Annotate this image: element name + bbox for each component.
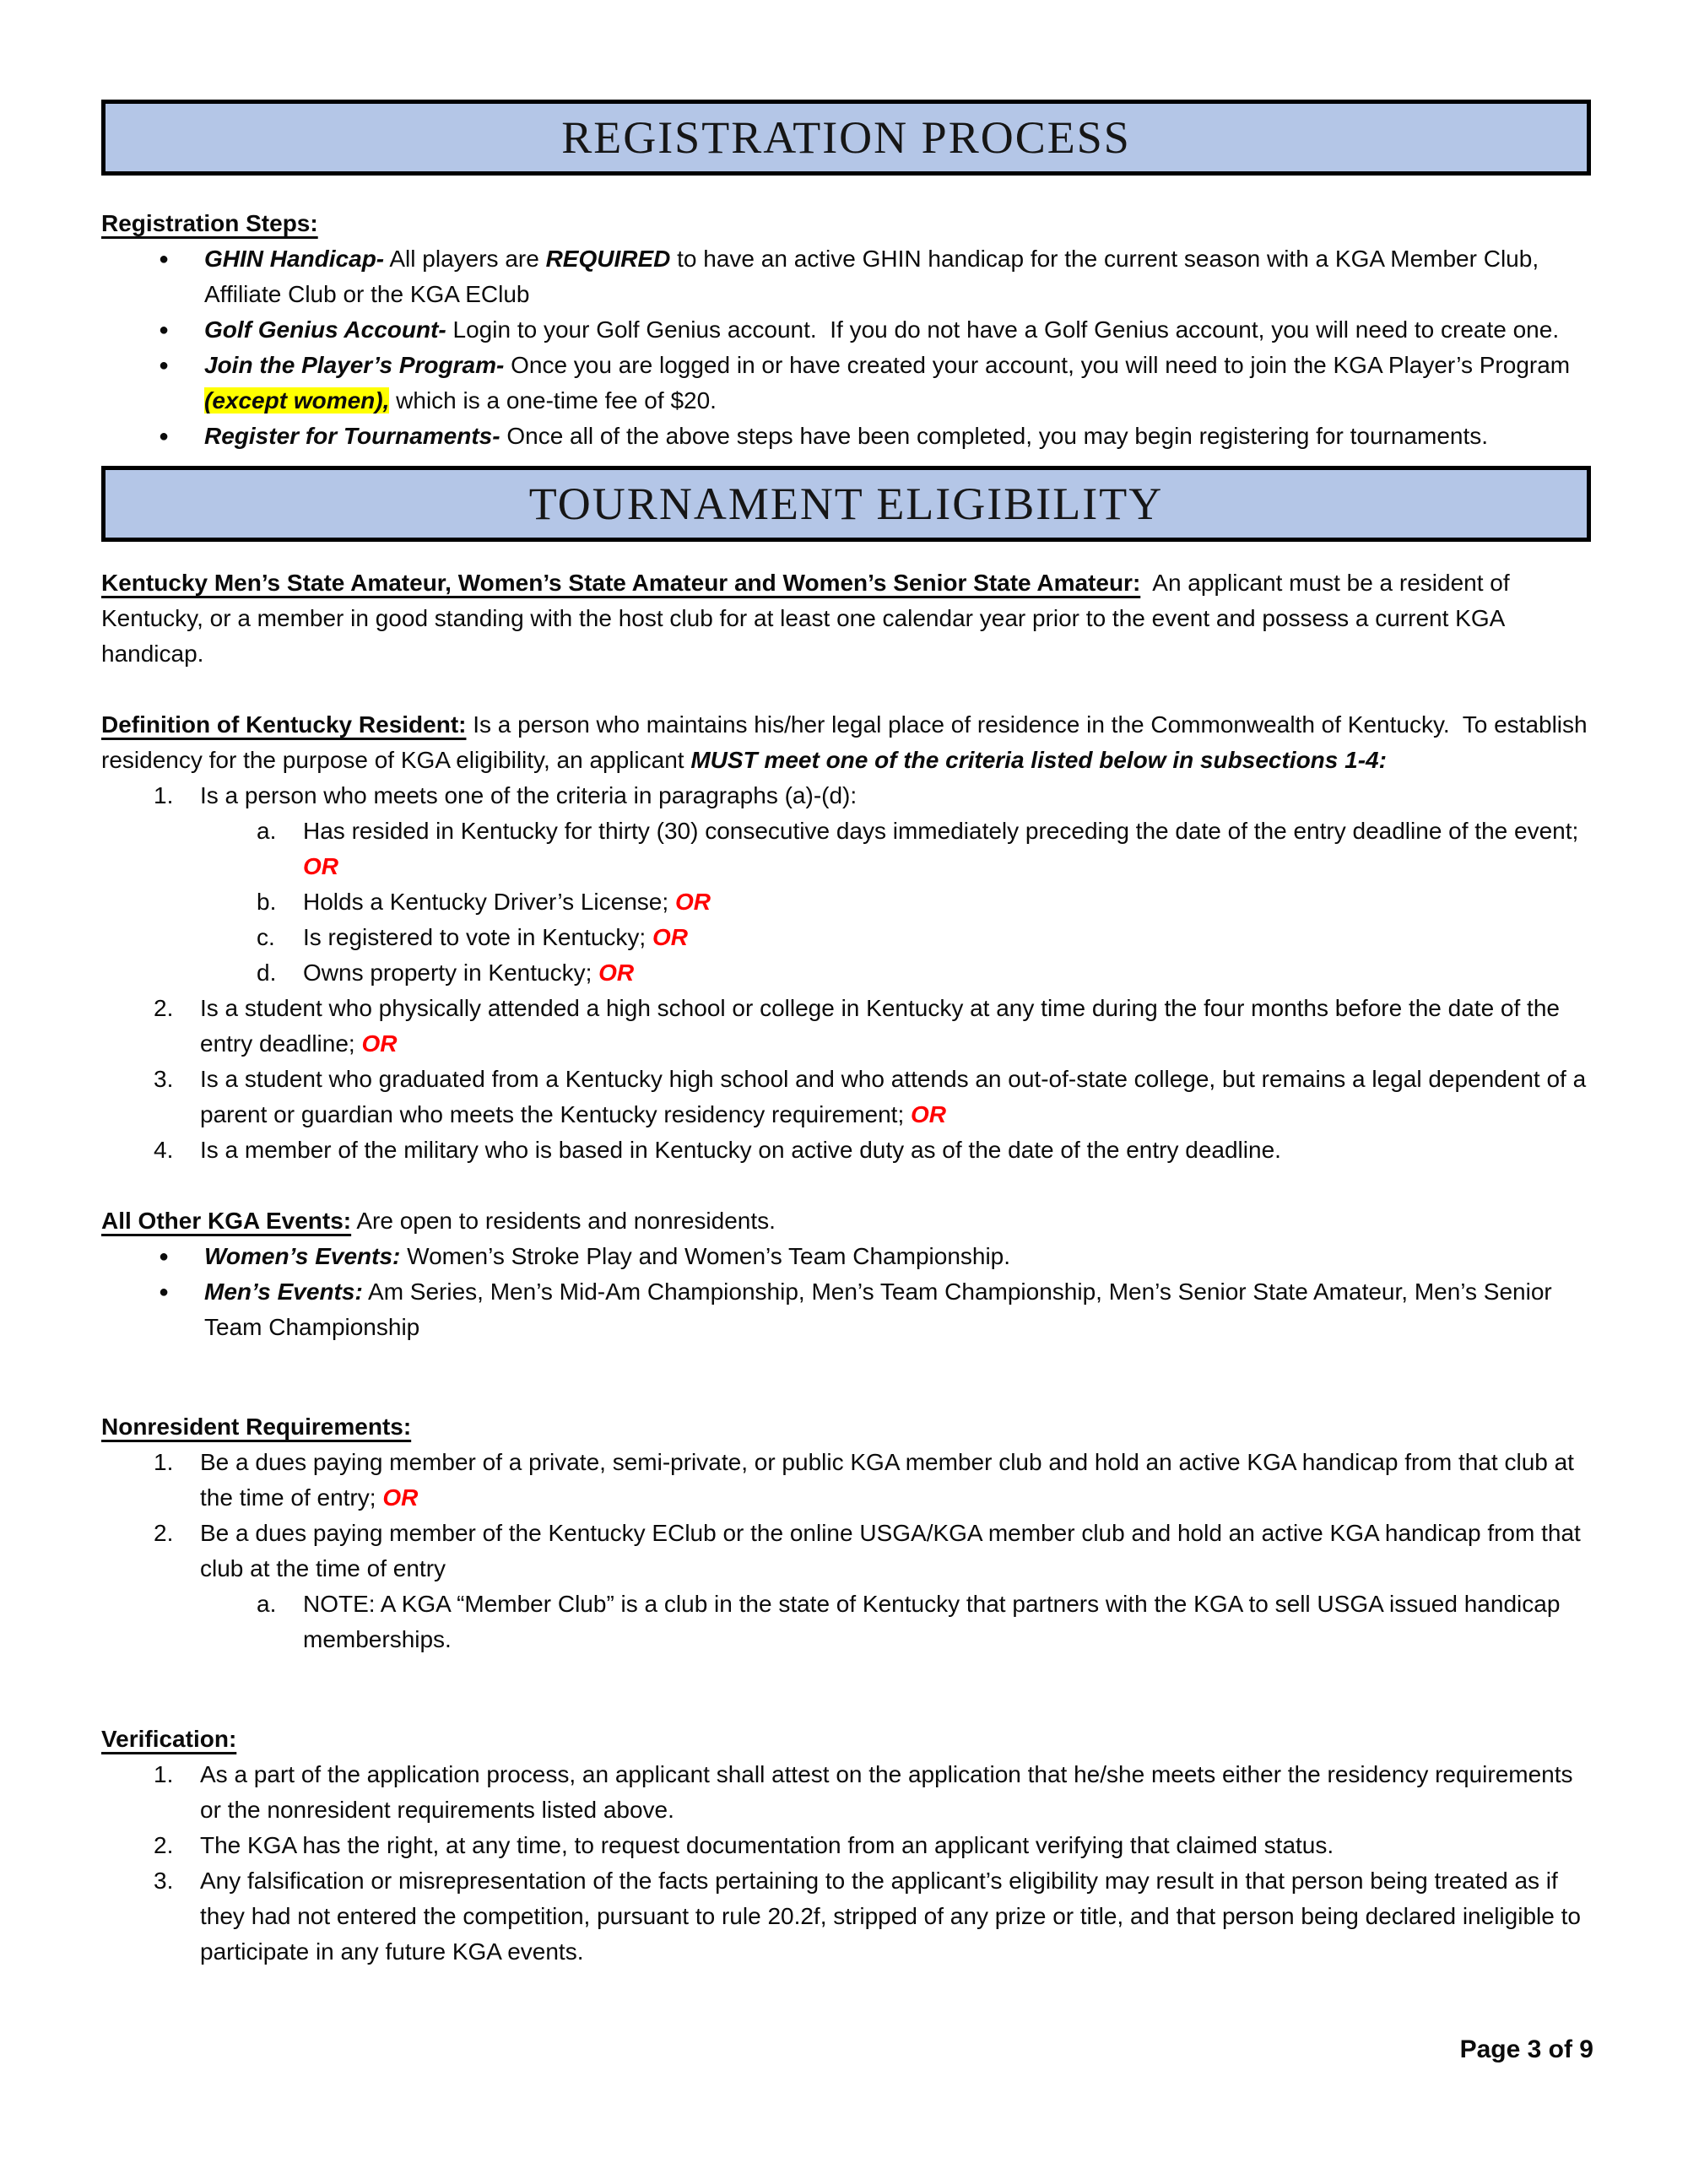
tournament-eligibility-banner [101,466,1591,542]
item-body: Once you are logged in or have created your account, you will need to join the KGA Player’s Program [504,352,1577,378]
item-lead: GHIN Handicap- [204,246,385,272]
list-item-mens-events [159,1274,1591,1345]
item-lead: Golf Genius Account- [204,316,446,343]
bullet-icon: ● [159,1247,170,1266]
list-item-text [200,1062,1591,1133]
registration-process-banner [101,100,1591,176]
item-body: The KGA has the right, at any time, to request documentation from an applicant verifying that claimed status. [200,1832,1334,1858]
paragraph-heading: All Other KGA Events: [101,1208,352,1234]
list-item-text [204,241,1591,312]
other-events-paragraph [101,1203,1591,1239]
list-item-text [200,1863,1591,1970]
list-number: 2. [154,1832,174,1858]
list-item-text [200,1516,1591,1587]
list-item-register-tournaments [159,419,1591,454]
item-body: Is a student who physically attended a high school or college in Kentucky at any time during the four months before the date of the entry deadline; [200,995,1566,1057]
list-item-golf-genius-account [159,312,1591,348]
state-amateur-paragraph [101,565,1591,672]
item-emphasis: REQUIRED [545,246,671,272]
residency-item-1a [257,814,1591,884]
item-lead: Join the Player’s Program- [204,352,505,378]
item-body: which is a one-time fee of $20. [389,387,717,414]
paragraph-heading: Kentucky Men’s State Amateur, Women’s State Amateur and Women’s Senior State Amateur: [101,570,1141,596]
nonresident-item-2a-note [257,1587,1591,1657]
item-body: Has resided in Kentucky for thirty (30) consecutive days immediately preceding the date of the entry deadline of the event; [303,818,1586,844]
residency-item-1d [257,955,1591,991]
or-emphasis: OR [382,1484,419,1511]
list-letter: b. [257,889,277,915]
or-emphasis: OR [652,924,688,950]
or-emphasis: OR [303,853,338,879]
item-body: Is registered to vote in Kentucky; [303,924,652,950]
list-item-text [200,778,1591,814]
bullet-icon: ● [159,427,170,446]
list-item-womens-events [159,1239,1591,1274]
item-body: All players are [384,246,546,272]
page-number: Page 3 of 9 [1459,2035,1593,2063]
list-number: 1. [154,1449,174,1475]
item-body: Am Series, Men’s Mid-Am Championship, Men’s Team Championship, Men’s Senior State Amateur, Men’s Senior Team Championship [204,1279,1559,1340]
list-number: 3. [154,1868,174,1894]
residency-item-1b [257,884,1591,920]
list-item-ghin-handicap [159,241,1591,312]
residency-item-1 [154,778,1591,814]
residency-item-4 [154,1133,1591,1168]
list-item-text [303,920,1591,955]
verification-item-3 [154,1863,1591,1970]
nonresident-requirements-heading: Nonresident Requirements: [101,1414,412,1440]
item-lead: Women’s Events: [204,1243,401,1269]
item-body: Is a member of the military who is based in Kentucky on active duty as of the date of the entry deadline. [200,1137,1281,1163]
list-number: 2. [154,1520,174,1546]
item-lead: Men’s Events: [204,1279,363,1305]
item-body: NOTE: A KGA “Member Club” is a club in the state of Kentucky that partners with the KGA to sell USGA issued handicap memberships. [303,1591,1567,1652]
item-lead: Register for Tournaments- [204,423,500,449]
list-item-text [204,348,1591,419]
item-body: to have an active GHIN handicap for the current season with a KGA Member Club, Affiliate Club or the KGA EClub [204,246,1545,307]
registration-steps-heading: Registration Steps: [101,210,318,236]
list-number: 3. [154,1066,174,1092]
list-item-text [204,1239,1591,1274]
verification-item-1 [154,1757,1591,1828]
list-item-text [200,1828,1591,1863]
list-item-text [303,814,1591,884]
bullet-icon: ● [159,321,170,339]
bullet-icon: ● [159,250,170,268]
residency-item-2 [154,991,1591,1062]
banner-title: TOURNAMENT ELIGIBILITY [528,478,1164,529]
residency-item-1c [257,920,1591,955]
list-number: 1. [154,1761,174,1787]
or-emphasis: OR [598,960,635,986]
list-item-text [200,991,1591,1062]
or-emphasis: OR [911,1101,947,1127]
item-body: Holds a Kentucky Driver’s License; [303,889,675,915]
paragraph-heading: Definition of Kentucky Resident: [101,711,467,738]
verification-item-2 [154,1828,1591,1863]
list-item-players-program [159,348,1591,419]
banner-title: REGISTRATION PROCESS [561,112,1131,163]
list-letter: d. [257,960,277,986]
item-body: As a part of the application process, an applicant shall attest on the application that he/she meets either the residency requirements or the nonresident requirements listed above. [200,1761,1580,1823]
paragraph-emphasis: MUST meet one of the criteria listed below in subsections 1-4: [690,747,1387,773]
list-item-text [204,312,1591,348]
bullet-icon: ● [159,356,170,375]
item-body: Any falsification or misrepresentation of the facts pertaining to the applicant’s eligibility may result in that person being treated as if they had not entered the competition, pursuant to rule 20.2f, stripped of any prize or title, and that person being declared ineligible to participate in any future KGA events. [200,1868,1588,1965]
or-emphasis: OR [674,889,711,915]
list-item-text [200,1445,1591,1516]
verification-heading: Verification: [101,1726,237,1752]
list-number: 1. [154,782,174,808]
list-item-text [303,1587,1591,1657]
paragraph-body: Is a person who maintains his/her legal place of residence in the Commonwealth of Kentucky. To establish residency for the purpose of KGA eligibility, an applicant [101,711,1594,773]
list-item-text [204,419,1591,454]
item-body: Is a student who graduated from a Kentucky high school and who attends an out-of-state college, but remains a legal dependent of a parent or guardian who meets the Kentucky residency requirement; [200,1066,1593,1127]
nonresident-item-2 [154,1516,1591,1587]
list-letter: a. [257,1591,277,1617]
list-item-text [204,1274,1591,1345]
paragraph-body: An applicant must be a resident of Kentucky, or a member in good standing with the host club for at least one calendar year prior to the event and possess a current KGA handicap. [101,570,1517,667]
list-number: 2. [154,995,174,1021]
item-body: Login to your Golf Genius account. If you do not have a Golf Genius account, you will need to create one. [446,316,1560,343]
highlighted-text: (except women), [204,387,390,414]
resident-definition-paragraph [101,707,1594,778]
list-item-text [303,955,1591,991]
or-emphasis: OR [361,1030,398,1057]
list-letter: a. [257,818,277,844]
list-number: 4. [154,1137,174,1163]
list-letter: c. [257,924,275,950]
item-body: Be a dues paying member of a private, semi-private, or public KGA member club and hold an active KGA handicap from that club at the time of entry; [200,1449,1581,1511]
nonresident-item-1 [154,1445,1591,1516]
list-item-text [200,1133,1591,1168]
bullet-icon: ● [159,1283,170,1301]
item-body: Be a dues paying member of the Kentucky EClub or the online USGA/KGA member club and hold an active KGA handicap from that club at the time of entry [200,1520,1588,1581]
list-item-text [303,884,1591,920]
residency-item-3 [154,1062,1591,1133]
list-item-text [200,1757,1591,1828]
item-body: Once all of the above steps have been completed, you may begin registering for tournaments. [500,423,1489,449]
item-body: Is a person who meets one of the criteria in paragraphs (a)-(d): [200,782,858,808]
paragraph-body: Are open to residents and nonresidents. [351,1208,776,1234]
item-body: Owns property in Kentucky; [303,960,599,986]
item-body: Women’s Stroke Play and Women’s Team Championship. [400,1243,1011,1269]
